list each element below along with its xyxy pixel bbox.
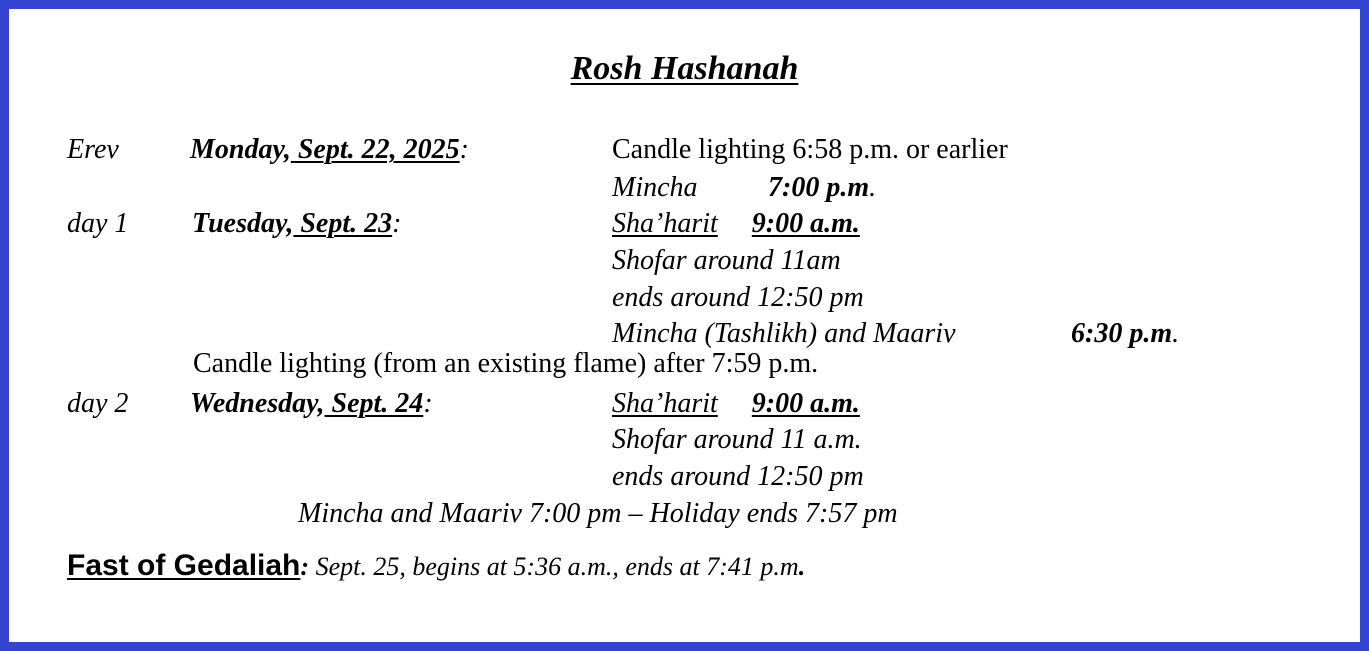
day2-shaharit: Sha’harit 9:00 a.m.: [612, 388, 860, 419]
fast-of-gedaliah: Fast of Gedaliah: Sept. 25, begins at 5:36 a.m., ends at 7:41 p.m.: [67, 549, 806, 582]
day2-ends: ends around 12:50 pm: [612, 461, 864, 492]
day2-label: day 2: [67, 388, 129, 419]
fast-label: Fast of Gedaliah: [67, 549, 301, 582]
day1-mincha-label: Mincha (Tashlikh) and Maariv: [612, 318, 956, 349]
day1-mincha-time: 6:30 p.m.: [1071, 318, 1180, 349]
day1-shofar: Shofar around 11am: [612, 245, 841, 276]
day1-ends: ends around 12:50 pm: [612, 282, 864, 313]
fast-detail: Sept. 25, begins at 5:36 a.m., ends at 7:41 p.m: [309, 552, 799, 581]
erev-colon: :: [459, 134, 469, 165]
erev-mincha-label: Mincha: [612, 172, 698, 203]
erev-day: Monday,: [190, 134, 291, 165]
day2-date-value: Sept. 24: [324, 388, 424, 419]
day1-candle-lighting: Candle lighting (from an existing flame) after 7:59 p.m.: [193, 348, 819, 379]
erev-date-value: Sept. 22, 2025: [290, 134, 460, 165]
erev-mincha-time: 7:00 p.m.: [768, 172, 877, 203]
day1-date-value: Sept. 23: [293, 208, 393, 239]
day1-date: Tuesday, Sept. 23:: [192, 208, 402, 239]
day2-closing: Mincha and Maariv 7:00 pm – Holiday ends 7:57 pm: [298, 498, 898, 529]
day1-day: Tuesday,: [192, 208, 294, 239]
day2-shofar: Shofar around 11 a.m.: [612, 424, 862, 455]
erev-date: [190, 136, 469, 164]
page-title: Rosh Hashanah: [570, 50, 799, 87]
day2-date: Wednesday, Sept. 24:: [190, 388, 433, 419]
erev-label: Erev: [67, 134, 119, 165]
erev-candle-lighting: Candle lighting 6:58 p.m. or earlier: [612, 134, 1008, 165]
day1-label: day 1: [67, 208, 129, 239]
day1-shaharit: Sha’harit 9:00 a.m.: [612, 208, 860, 239]
day2-day: Wednesday,: [190, 388, 325, 419]
